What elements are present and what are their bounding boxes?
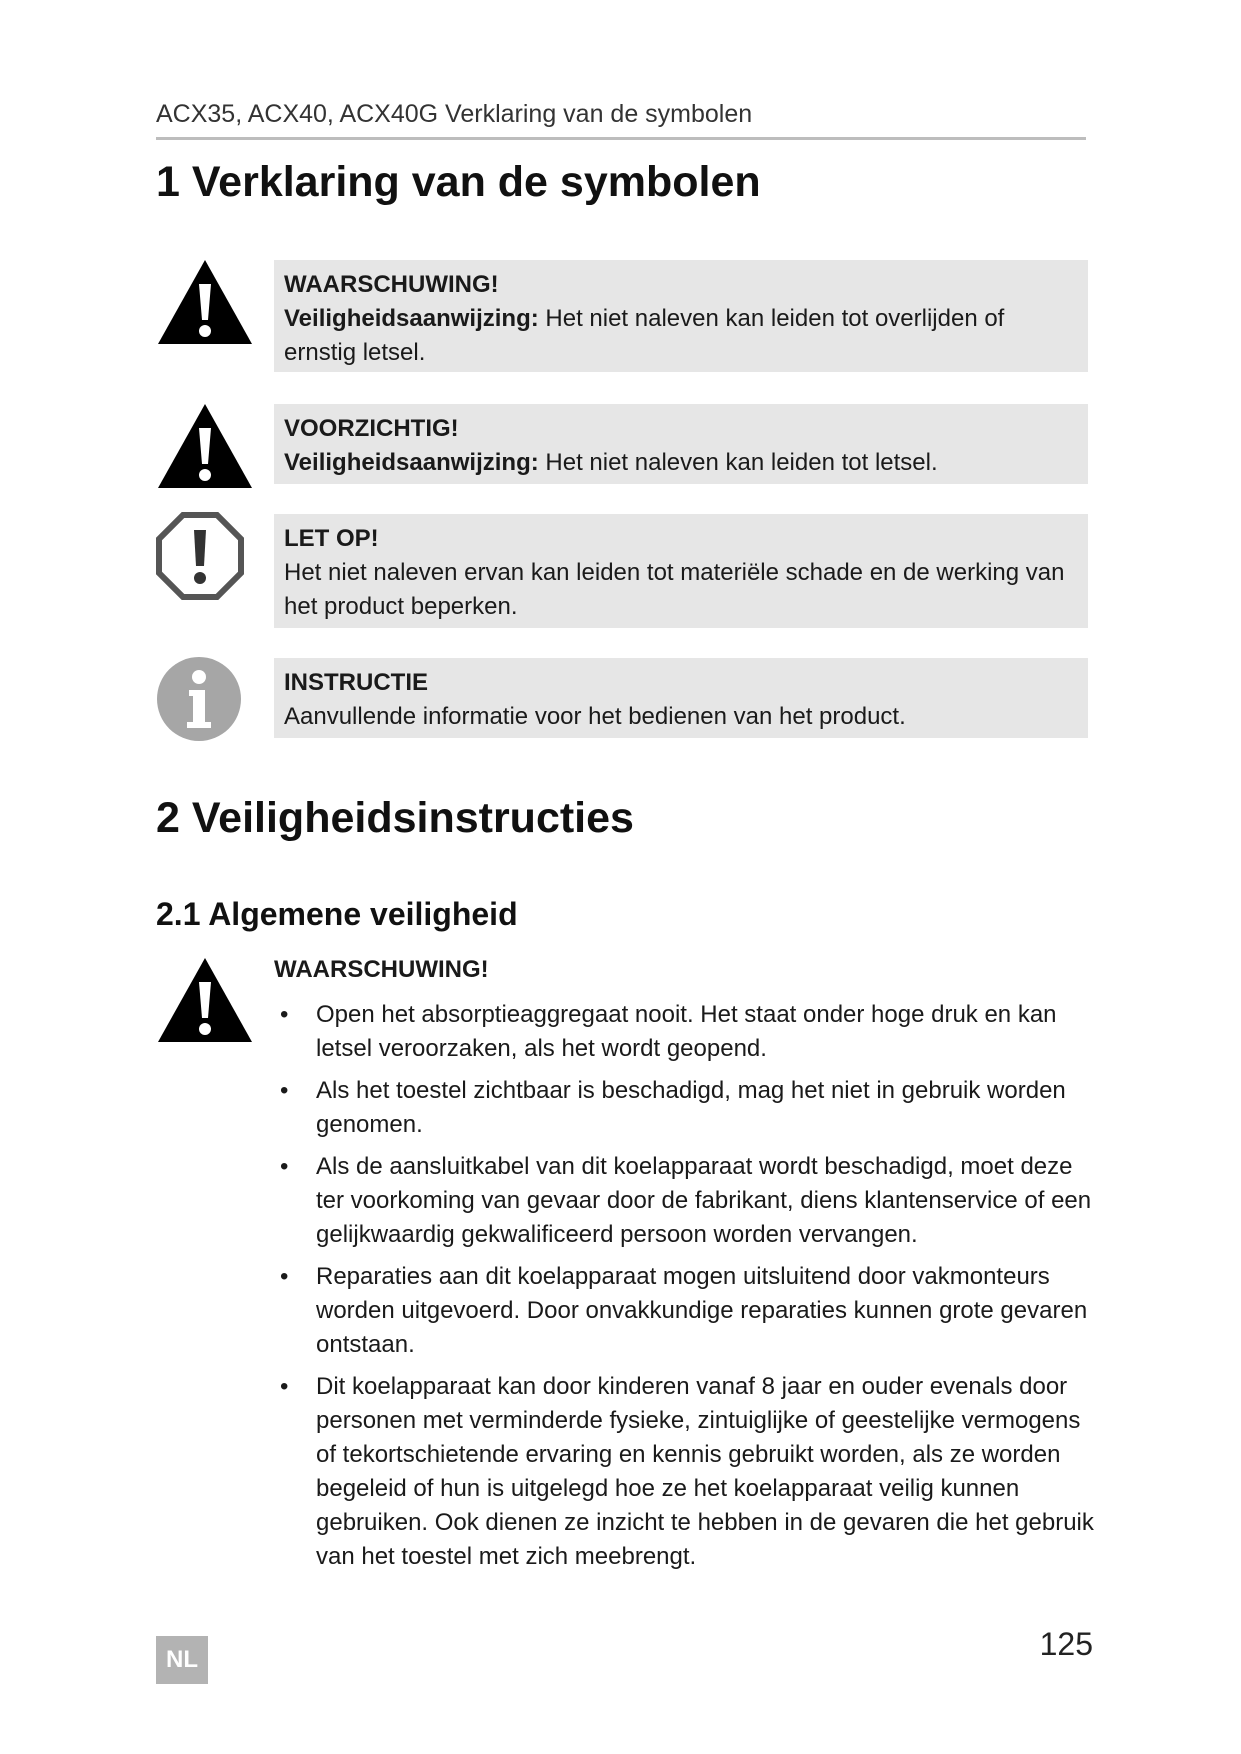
symbol-text: Aanvullende informatie voor het bedienen van het product.: [284, 703, 906, 730]
symbol-title: INSTRUCTIE: [284, 669, 428, 696]
list-item-text: Dit koelapparaat kan door kinderen vanaf 8 jaar en ouder evenals door personen met verminderde fysieke, zintuiglijke of geestelijke vermogens of tekortschietende ervaring en kennis gebruikt worden, als ze worden begeleid of hun is uitgelegd hoe ze het koelapparaat veilig kunnen gebruiken. Ook dienen ze inzicht te hebben in de gevaren die het gebruik van het toestel met zich meebrengt.: [316, 1373, 1094, 1570]
safety-list: [274, 998, 1094, 1582]
symbol-caution-box: [274, 404, 1088, 484]
symbol-text: Het niet naleven ervan kan leiden tot materiële schade en de werking van het product beperken.: [284, 559, 1065, 620]
symbol-label: Veiligheidsaanwijzing:: [284, 305, 539, 332]
symbol-label: Veiligheidsaanwijzing:: [284, 449, 539, 476]
page-number: 125: [1039, 1626, 1093, 1662]
running-header: ACX35, ACX40, ACX40G Verklaring van de symbolen: [156, 100, 1086, 140]
section-2-1-title: 2.1 Algemene veiligheid: [156, 896, 518, 932]
list-item: • Reparaties aan dit koelapparaat mogen uitsluitend door vakmonteurs worden uitgevoerd. Door onvakkundige reparaties kunnen grote gevaren ontstaan.: [280, 1263, 1088, 1358]
symbol-instruction-box: [274, 658, 1088, 738]
warning-triangle-icon: [156, 402, 254, 490]
list-item-text: Open het absorptieaggregaat nooit. Het staat onder hoge druk en kan letsel veroorzaken, als het wordt geopend.: [316, 1001, 1057, 1062]
octagon-exclamation-icon: [156, 512, 244, 600]
section-2-title: 2 Veiligheidsinstructies: [156, 794, 634, 842]
list-item-text: Als de aansluitkabel van dit koelapparaat wordt beschadigd, moet deze ter voorkoming van gevaar door de fabrikant, diens klantenservice of een gelijkwaardig gekwalificeerd persoon worden vervangen.: [316, 1153, 1092, 1248]
symbol-title: VOORZICHTIG!: [284, 415, 459, 442]
list-item: • Als het toestel zichtbaar is beschadigd, mag het niet in gebruik worden genomen.: [280, 1077, 1066, 1138]
symbol-title: WAARSCHUWING!: [284, 271, 499, 298]
list-item-text: Als het toestel zichtbaar is beschadigd, mag het niet in gebruik worden genomen.: [316, 1077, 1066, 1138]
section-1-title: 1 Verklaring van de symbolen: [156, 158, 761, 206]
symbol-text: Het niet naleven kan leiden tot letsel.: [538, 449, 938, 476]
list-item-text: Reparaties aan dit koelapparaat mogen uitsluitend door vakmonteurs worden uitgevoerd. Door onvakkundige reparaties kunnen grote gevaren ontstaan.: [316, 1263, 1088, 1358]
warning-triangle-icon: [156, 956, 254, 1044]
info-icon: [156, 656, 242, 742]
symbol-title: LET OP!: [284, 525, 379, 552]
list-item: • Dit koelapparaat kan door kinderen vanaf 8 jaar en ouder evenals door personen met verminderde fysieke, zintuiglijke of geestelijke vermogens of tekortschietende ervaring en kennis gebruikt worden, als ze worden begeleid of hun is uitgelegd hoe ze het koelapparaat veilig kunnen gebruiken. Ook dienen ze inzicht te hebben in de gevaren die het gebruik van het toestel met zich meebrengt.: [280, 1373, 1094, 1570]
list-item: • Als de aansluitkabel van dit koelapparaat wordt beschadigd, moet deze ter voorkoming van gevaar door de fabrikant, diens klantenservice of een gelijkwaardig gekwalificeerd persoon worden vervangen.: [280, 1153, 1092, 1248]
symbol-text: Het niet naleven kan leiden tot overlijden of ernstig letsel.: [284, 305, 1005, 366]
warning-heading: WAARSCHUWING!: [274, 956, 489, 983]
list-item: • Open het absorptieaggregaat nooit. Het staat onder hoge druk en kan letsel veroorzaken, als het wordt geopend.: [280, 1001, 1057, 1062]
symbol-notice-box: [274, 514, 1088, 628]
symbol-warning-box: [274, 260, 1088, 372]
language-badge: NL: [156, 1636, 208, 1684]
warning-triangle-icon: [156, 258, 254, 346]
